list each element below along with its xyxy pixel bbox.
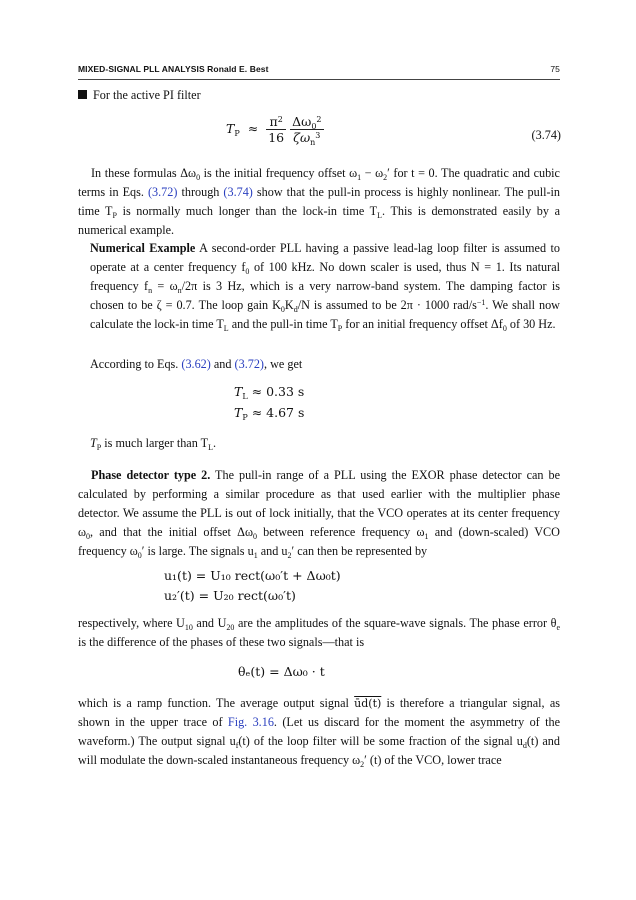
ramp-paragraph: which is a ramp function. The average output signal ūd(t) is therefore a triangular signal, as shown in the upper trace of Fig. 3.16. (Let us discard for the moment the asymmetry of the waveform.) The output signal $u_f(t)$ of the loop filter will be some fraction of the signal $u_d(t)$ and will modulate the down-scaled instantaneous frequency $\omega_2'$ (t) of the VCO, lower trace: [78, 696, 560, 769]
comparison-line: $T_P$ is much larger than $T_L$.: [90, 436, 217, 452]
eq-link-3-74[interactable]: (3.74): [223, 185, 253, 199]
according-line: According to Eqs. (3.62) and (3.72), we get: [90, 357, 303, 371]
equation-3-74: $T_P$ ≈ $\frac{\pi^2}{16}$ $\frac{\Delta\omega_0^2}{\zeta\omega_n^3}$: [226, 114, 322, 147]
page-number: 75: [550, 64, 560, 74]
eq-link-3-72[interactable]: (3.72): [147, 185, 178, 199]
section-heading: For the active PI filter: [78, 86, 560, 105]
result-pull-in-time: $T_P \approx 4.67$ s: [234, 405, 305, 422]
phase-detector-paragraph: Phase detector type 2. The pull-in range of a PLL using the EXOR phase detector can be calculated by performing a similar procedure as that used earlier with the multiplier phase detector. We assume the PLL is out of lock initially, that the VCO operates at its center frequency $\omega_0$, and that the initial offset $\Delta\omega_0$ between reference frequency $\omega_1$ and (down-scaled) VCO frequency $\omega_0'$ is large. The signals $u_1$ and $u_2'$ can then be represented by: [78, 468, 560, 560]
paragraph-formulas: In these formulas $\Delta\omega_0$ is the initial frequency offset $\omega_1 - \omega_2'$ for t = 0. The quadratic and cubic terms in Eqs. (3.72) through (3.74) show that the pull-in process is highly nonlinear. The pull-in time $T_P$ is normally much longer than the lock-in time $T_L$. This is demonstrated easily by a numerical example.: [78, 166, 561, 237]
numerical-example: Numerical Example A second-order PLL having a passive lead-lag loop filter is assumed to operate at a center frequency $f_0$ of 100 kHz. No down scaler is used, thus N = 1. Its natural frequency $f_n = \omega_n/2\pi$ is 3 Hz, which is a very narrow-band system. The damping factor is chosen to be ζ = 0.7. The loop gain $K_0K_d/N$ is assumed to be 2π · 1000 rad/$s^{-1}$. We shall now calculate the lock-in time $T_L$ and the pull-in time $T_P$ for an initial frequency offset $\Delta f_0$ of 30 Hz.: [90, 241, 561, 333]
eq-link-3-62[interactable]: (3.62): [181, 357, 211, 371]
signal-equation-u1: u₁(t) = U₁₀ rect(ω₀′t + Δω₀t): [164, 568, 341, 583]
signal-equation-u2: u₂′(t) = U₂₀ rect(ω₀′t): [164, 588, 296, 603]
bullet-icon: [78, 90, 87, 99]
figure-link-3-16[interactable]: Fig. 3.16: [227, 715, 274, 729]
amplitudes-paragraph: respectively, where $U_{10}$ and $U_{20}$ are the amplitudes of the square-wave signals. The phase error $\theta_e$ is the difference of the phases of these two signals—that is: [78, 616, 561, 649]
equation-number: (3.74): [531, 128, 561, 142]
result-lock-in-time: $T_L \approx 0.33$ s: [234, 384, 305, 401]
eq-link-3-72b[interactable]: (3.72): [234, 357, 264, 371]
header-rule: [78, 79, 560, 80]
running-header: [78, 64, 560, 74]
header-title: MIXED-SIGNAL PLL ANALYSIS Ronald E. Best: [78, 64, 269, 74]
phase-error-equation: θₑ(t) = Δω₀ · t: [238, 664, 325, 679]
